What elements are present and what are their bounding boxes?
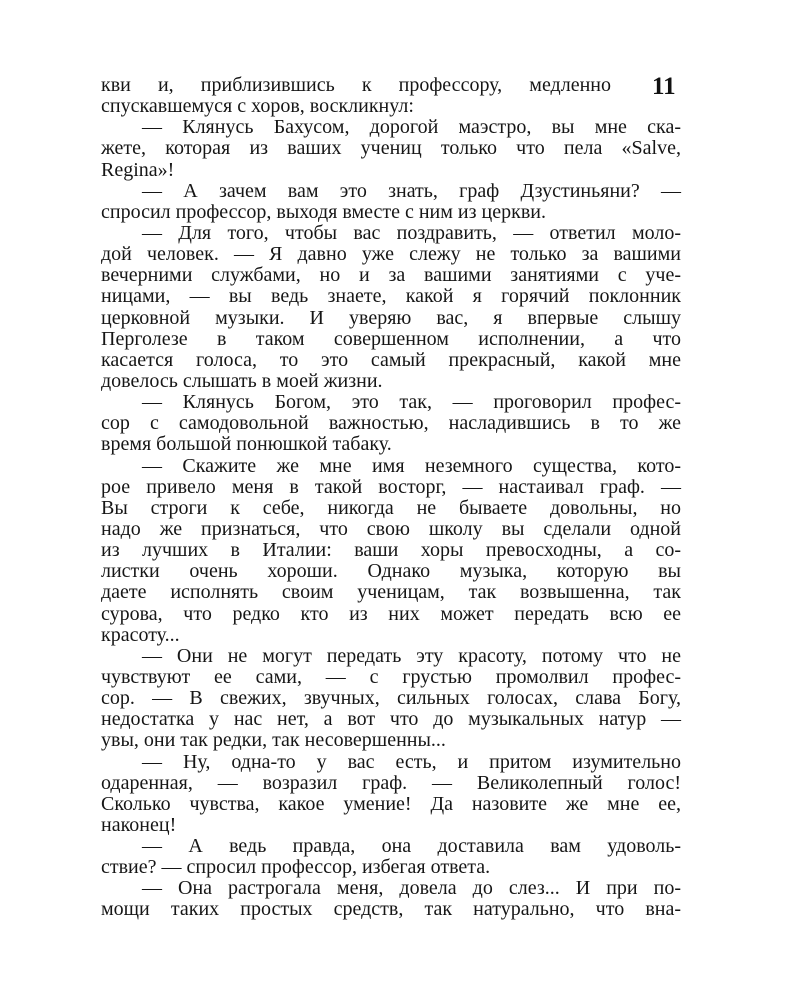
text-line: — А ведь правда, она доставила вам удоволь- — [142, 835, 681, 858]
text-line: — Они не могут передать эту красоту, потому что не — [142, 644, 681, 667]
text-line: — Клянусь Богом, это так, — проговорил профес- — [142, 391, 681, 414]
text-line: листки очень хороши. Однако музыка, которую вы — [101, 560, 681, 583]
text-line: Перголезе в таком совершенном исполнении, а что — [101, 327, 681, 350]
text-line: жете, которая из ваших учениц только что пела «Salve, — [101, 137, 681, 160]
text-line: Regina»! — [101, 158, 175, 181]
text-line: мощи таких простых средств, так натурально, что вна- — [101, 898, 681, 921]
text-line: недостатка у нас нет, а вот что до музыкальных натур — — [101, 708, 681, 731]
text-line: Вы строги к себе, никогда не бываете довольны, но — [101, 496, 681, 519]
text-line: увы, они так редки, так несовершенны... — [101, 729, 446, 752]
text-line: — Ну, одна-то у вас есть, и притом изумительно — [142, 750, 681, 773]
text-line: довелось слышать в моей жизни. — [101, 369, 383, 392]
text-line: сор с самодовольной важностью, насладившись в то же — [101, 412, 681, 435]
text-line: даете исполнять своим ученицам, так возвышенна, так — [101, 581, 681, 604]
text-line: наконец! — [101, 813, 177, 836]
text-line: из лучших в Италии: ваши хоры превосходны, а со- — [101, 539, 681, 562]
text-line: время большой понюшкой табаку. — [101, 433, 392, 456]
text-line: касается голоса, то это самый прекрасный, какой мне — [101, 348, 681, 371]
text-line: — Клянусь Бахусом, дорогой маэстро, вы мне ска- — [142, 116, 681, 139]
text-line: спускавшемуся с хоров, воскликнул: — [101, 95, 414, 118]
text-line: красоту... — [101, 623, 180, 646]
page-number: 11 — [652, 73, 676, 100]
text-line: церковной музыки. И уверяю вас, я впервые слышу — [101, 306, 681, 329]
text-line: сурова, что редко кто из них может передать всю ее — [101, 602, 681, 625]
text-line: вечерними службами, но и за вашими занятиями с уче- — [101, 264, 681, 287]
text-line: чувствуют ее сами, — с грустью промолвил профес- — [101, 665, 681, 688]
text-line: Сколько чувства, какое умение! Да назовите же мне ее, — [101, 792, 681, 815]
text-line: кви и, приблизившись к профессору, медленно — [101, 74, 611, 96]
text-line: — Для того, чтобы вас поздравить, — ответил моло- — [142, 221, 681, 244]
text-line: сор. — В свежих, звучных, сильных голосах, слава Богу, — [101, 687, 681, 710]
text-line: спросил профессор, выходя вместе с ним из церкви. — [101, 200, 546, 223]
text-line: — А зачем вам это знать, граф Дзустиньяни? — — [142, 179, 681, 202]
text-line: — Скажите же мне имя неземного существа, кото- — [142, 454, 681, 477]
text-line: ствие? — спросил профессор, избегая ответа. — [101, 856, 491, 879]
text-line: дой человек. — Я давно уже слежу не только за вашими — [101, 243, 681, 266]
text-line: надо же признаться, что свою школу вы сделали одной — [101, 517, 681, 540]
body-text — [101, 75, 681, 921]
text-line: рое привело меня в такой восторг, — настаивал граф. — — [101, 475, 681, 498]
text-line: одаренная, — возразил граф. — Великолепный голос! — [101, 771, 681, 794]
text-line: — Она растрогала меня, довела до слез... И при по- — [142, 877, 681, 900]
text-line: ницами, — вы ведь знаете, какой я горячий поклонник — [101, 285, 681, 308]
